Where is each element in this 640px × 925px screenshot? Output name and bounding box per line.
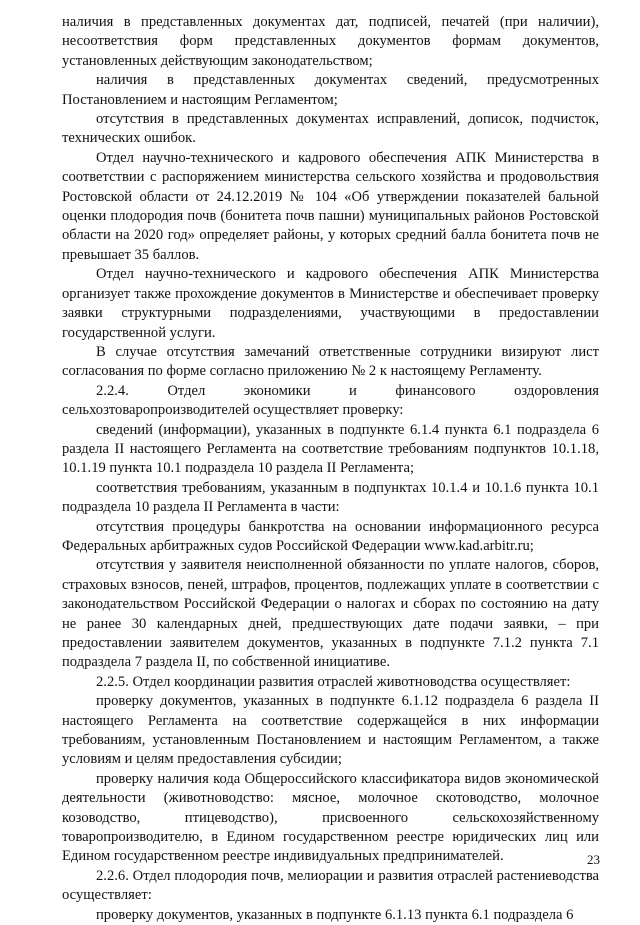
- paragraph: наличия в представленных документах сведений, предусмотренных Постановлением и настоящим Регламентом;: [62, 72, 599, 108]
- paragraph: отсутствия в представленных документах исправлений, дописок, подчисток, технических ошибок.: [62, 111, 599, 147]
- paragraph: Отдел научно-технического и кадрового обеспечения АПК Министерства организует также прохождение документов в Министерстве и обеспечивает проверку заявки структурными подразделениями, участвующими в предоставлении государственной услуги.: [62, 266, 599, 341]
- page-number: 23: [587, 852, 600, 867]
- paragraph: проверку документов, указанных в подпункте 6.1.12 подраздела 6 раздела II настоящего Регламента на соответствие содержащейся в них информации требованиям, установленным Постановлением и настоящим Регламентом, а также условиям и целям предоставления субсидии;: [62, 693, 599, 768]
- paragraph: 2.2.4. Отдел экономики и финансового оздоровления сельхозтоваропроизводителей осуществляет проверку:: [62, 382, 599, 419]
- paragraph: 2.2.6. Отдел плодородия почв, мелиорации и развития отраслей растениеводства осуществляет:: [62, 867, 599, 904]
- paragraph: проверку документов, указанных в подпункте 6.1.13 пункта 6.1 подраздела 6: [96, 906, 574, 923]
- paragraph: проверку наличия кода Общероссийского классификатора видов экономической деятельности (животноводство: мясное, молочное скотоводство, молочное козоводство, птицеводство), присвоенного сельскохозяйственному товаропроизводителю, в Едином государственном реестре юридических лиц или Едином государственном реестре индивидуальных предпринимателей.: [62, 770, 599, 865]
- paragraph: сведений (информации), указанных в подпункте 6.1.4 пункта 6.1 подраздела 6 раздела II настоящего Регламента на соответствие требованиям подпунктов 10.1.18, 10.1.19 пункта 10.1 подраздела 10 раздела II Регламента;: [62, 421, 599, 477]
- paragraph: соответствия требованиям, указанным в подпунктах 10.1.4 и 10.1.6 пункта 10.1 подраздела 10 раздела II Регламента в части:: [62, 479, 599, 516]
- paragraph: отсутствия у заявителя неисполненной обязанности по уплате налогов, сборов, страховых взносов, пеней, штрафов, процентов, подлежащих уплате в соответствии с законодательством Российской Федерации о налогах и сборах по состоянию на дату не ранее 30 календарных дней, предшествующих дате подачи заявки, – при предоставлении заявителем документов, указанных в подпункте 7.1.2 пункта 7.1 подраздела 7 раздела II, по собственной инициативе.: [62, 557, 599, 671]
- paragraph: 2.2.5. Отдел координации развития отраслей животноводства осуществляет:: [96, 673, 571, 690]
- paragraph: наличия в представленных документах дат, подписей, печатей (при наличии), несоответствия форм представленных документов формам документов, установленных действующим законодательством;: [62, 14, 599, 69]
- paragraph: отсутствия процедуры банкротства на основании информационного ресурса Федеральных арбитражных судов Российской Федерации www.kad.arbitr.ru;: [62, 518, 599, 554]
- document-body: [62, 13, 599, 925]
- paragraph: Отдел научно-технического и кадрового обеспечения АПК Министерства в соответствии с распоряжением министерства сельского хозяйства и продовольствия Ростовской области от 24.12.2019 № 104 «Об утверждении показателей бальной оценки плодородия почв (бонитета почв пашни) муниципальных районов Ростовской области на 2020 год» определяет районы, у которых средний балла бонитета почв не превышает 35 баллов.: [62, 149, 599, 263]
- paragraph: В случае отсутствия замечаний ответственные сотрудники визируют лист согласования по форме согласно приложению № 2 к настоящему Регламенту.: [62, 343, 599, 380]
